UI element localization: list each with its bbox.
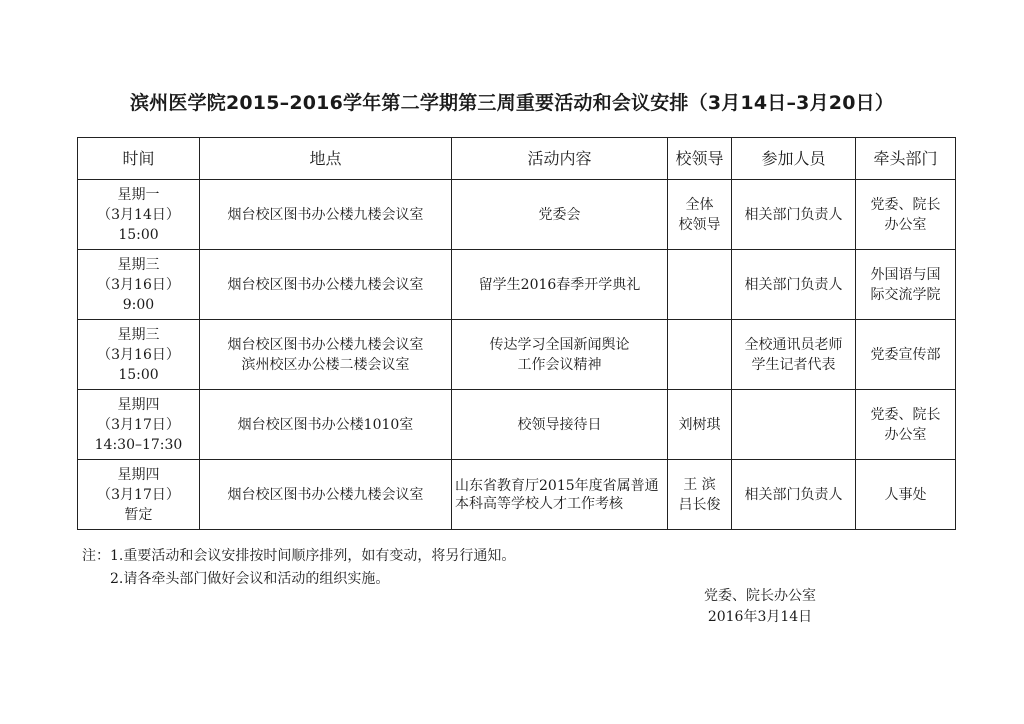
time-hour: 9:00 [122, 296, 155, 313]
dept-line: 党委宣传部 [870, 346, 941, 363]
cell-leader [668, 460, 732, 530]
attendees-line: 相关部门负责人 [744, 486, 843, 503]
header-attendees: 参加人员 [732, 138, 856, 180]
signature-date: 2016年3月14日 [707, 609, 813, 625]
time-weekday: 星期三 [117, 326, 160, 343]
time-date: （3月17日） [97, 416, 180, 433]
signature-office: 党委、院长办公室 [704, 588, 816, 604]
cell-content [452, 460, 668, 530]
table-row [78, 320, 956, 390]
header-time: 时间 [78, 138, 200, 180]
time-weekday: 星期三 [117, 256, 160, 273]
cell-dept [856, 390, 956, 460]
leader-line: 吕长俊 [678, 496, 721, 513]
attendees-line: 相关部门负责人 [744, 276, 843, 293]
time-hour: 15:00 [118, 226, 159, 243]
content-line: 留学生2016春季开学典礼 [478, 276, 641, 293]
cell-attendees [732, 180, 856, 250]
time-date: （3月16日） [97, 346, 180, 363]
attendees-line: 相关部门负责人 [744, 206, 843, 223]
header-leader: 校领导 [668, 138, 732, 180]
cell-dept [856, 180, 956, 250]
place-line: 滨州校区办公楼二楼会议室 [241, 356, 410, 373]
content-line: 校领导接待日 [517, 416, 602, 433]
attendees-line: 学生记者代表 [751, 356, 836, 373]
time-weekday: 星期一 [117, 186, 160, 203]
place-line: 烟台校区图书办公楼九楼会议室 [227, 486, 424, 503]
dept-line: 办公室 [884, 426, 927, 443]
cell-place [200, 180, 452, 250]
cell-attendees [732, 320, 856, 390]
cell-leader [668, 180, 732, 250]
content-line: 党委会 [538, 206, 581, 223]
place-line: 烟台校区图书办公楼九楼会议室 [227, 276, 424, 293]
content-block: 山东省教育厅2015年度省属普通本科高等学校人才工作考核 [455, 477, 659, 512]
cell-attendees [732, 390, 856, 460]
cell-time [78, 390, 200, 460]
cell-time [78, 320, 200, 390]
cell-time [78, 250, 200, 320]
header-place: 地点 [200, 138, 452, 180]
dept-line: 外国语与国 [870, 266, 941, 283]
content-line: 传达学习全国新闻舆论 [489, 336, 630, 353]
cell-dept [856, 250, 956, 320]
time-hour: 15:00 [118, 366, 159, 383]
table-row [78, 390, 956, 460]
footnote-line-1: 注：1.重要活动和会议安排按时间顺序排列，如有变动，将另行通知。 [82, 548, 516, 564]
cell-content [452, 320, 668, 390]
schedule-table [77, 137, 956, 530]
cell-time [78, 460, 200, 530]
dept-line: 党委、院长 [870, 196, 941, 213]
time-weekday: 星期四 [117, 396, 160, 413]
table-row [78, 180, 956, 250]
content-line: 工作会议精神 [517, 356, 602, 373]
time-weekday: 星期四 [117, 466, 160, 483]
cell-place [200, 460, 452, 530]
time-hour: 暂定 [124, 506, 153, 523]
cell-place [200, 250, 452, 320]
page-title: 滨州医学院2015–2016学年第二学期第三周重要活动和会议安排（3月14日–3月20日） [129, 92, 895, 114]
cell-place [200, 320, 452, 390]
place-line: 烟台校区图书办公楼1010室 [237, 416, 414, 433]
leader-line: 王 滨 [683, 476, 716, 493]
cell-leader [668, 390, 732, 460]
footnotes [82, 545, 515, 591]
time-date: （3月14日） [97, 206, 180, 223]
leader-line: 全体 [685, 196, 714, 213]
cell-leader [668, 320, 732, 390]
cell-dept [856, 460, 956, 530]
table-row [78, 250, 956, 320]
leader-line: 校领导 [678, 216, 721, 233]
header-dept: 牵头部门 [856, 138, 956, 180]
place-line: 烟台校区图书办公楼九楼会议室 [227, 206, 424, 223]
cell-time [78, 180, 200, 250]
cell-content [452, 250, 668, 320]
time-date: （3月17日） [97, 486, 180, 503]
attendees-line: 全校通讯员老师 [744, 336, 843, 353]
time-date: （3月16日） [97, 276, 180, 293]
cell-content [452, 180, 668, 250]
signature-block [650, 586, 870, 628]
dept-line: 办公室 [884, 216, 927, 233]
cell-dept [856, 320, 956, 390]
table-header-row [78, 138, 956, 180]
place-line: 烟台校区图书办公楼九楼会议室 [227, 336, 424, 353]
cell-place [200, 390, 452, 460]
cell-leader [668, 250, 732, 320]
cell-attendees [732, 250, 856, 320]
dept-line: 人事处 [884, 486, 927, 503]
dept-line: 际交流学院 [870, 286, 941, 303]
time-hour: 14:30–17:30 [94, 436, 183, 453]
footnote-line-2: 2.请各牵头部门做好会议和活动的组织实施。 [110, 571, 390, 587]
cell-content [452, 390, 668, 460]
dept-line: 党委、院长 [870, 406, 941, 423]
header-content: 活动内容 [452, 138, 668, 180]
cell-attendees [732, 460, 856, 530]
leader-line: 刘树琪 [678, 416, 721, 433]
table-row [78, 460, 956, 530]
